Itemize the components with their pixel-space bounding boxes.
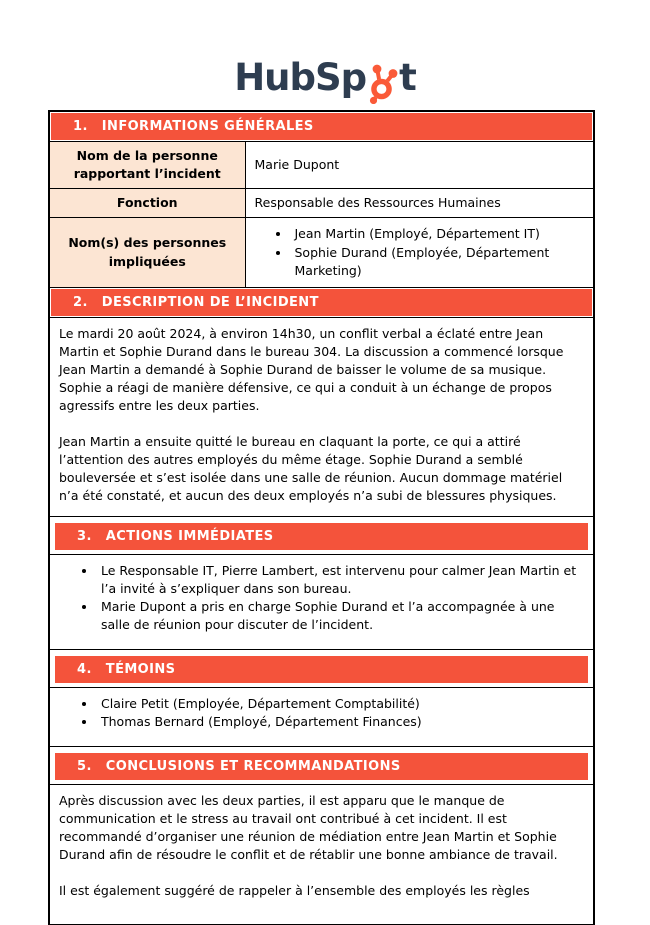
section-number: 3. (77, 528, 92, 544)
bullet-item: • Marie Dupont a pris en charge Sophie Durand et l’a accompagnée à une salle de réunion pour discuter de l’incident. (97, 598, 584, 634)
bullet-item: • Jean Martin (Employé, Département IT) (291, 225, 588, 243)
hubspot-logo (234, 9, 416, 103)
logo-text-hubsp: HubSp (234, 56, 367, 100)
logo-text-t: t (399, 56, 416, 100)
actions-cell (50, 555, 593, 650)
label-cell-impliquees: Nom(s) des personnes impliquées (50, 218, 246, 286)
section-number: 5. (77, 758, 92, 774)
conclusions-cell (50, 785, 593, 925)
temoins-bullet-list (59, 695, 584, 731)
section-header-2 (50, 288, 593, 318)
section-title-informations-generales: INFORMATIONS GÉNÉRALES (101, 119, 314, 134)
value-cell-reporter: Marie Dupont (254, 157, 340, 173)
paragraph: Il est également suggéré de rappeler à l’ensemble des employés les règles (59, 882, 530, 898)
label-cell-reporter: Nom de la personne rapportant l’incident (50, 142, 246, 188)
impliquees-bullet-list (255, 225, 588, 279)
value-cell-fonction: Responsable des Ressources Humaines (254, 195, 501, 211)
label-cell-fonction: Fonction (50, 189, 246, 217)
hubspot-sprocket-icon (365, 62, 399, 108)
section-title-conclusions: CONCLUSIONS ET RECOMMANDATIONS (105, 758, 401, 774)
paragraph: Le mardi 20 août 2024, à environ 14h30, un conflit verbal a éclaté entre Jean Martin et Sophie Durand dans le bureau 304. La discussion a commencé lorsque Jean Martin a demandé à Sophie Durand de baisser le volume de sa musique. Sophie a réagi de manière défensive, ce qui a conduit à un échange de propos agressifs entre les deux parties. (59, 325, 564, 413)
section-title-description-incident: DESCRIPTION DE L’INCIDENT (101, 294, 319, 310)
bullet-item: • Thomas Bernard (Employé, Département Finances) (97, 713, 584, 731)
value-cell-impliquees (246, 218, 594, 286)
logo-header (0, 0, 650, 103)
temoins-cell (50, 688, 593, 747)
bullet-item: • Le Responsable IT, Pierre Lambert, est intervenu pour calmer Jean Martin et l’a invité à s’expliquer dans son bureau. (97, 562, 584, 598)
incident-report-table (48, 110, 595, 925)
description-cell (50, 318, 593, 517)
table-row-impliquees (50, 218, 593, 287)
section-number: 2. (73, 294, 88, 310)
paragraph: Après discussion avec les deux parties, il est apparu que le manque de communication et le stress au travail ont contribué à cet incident. Il est recommandé d’organiser une réunion de médiation entre Jean Martin et Sophie Durand afin de résoudre le conflit et de rétablir une bonne ambiance de travail. (59, 792, 558, 862)
section-header-1 (50, 112, 593, 142)
section-number: 4. (77, 661, 92, 677)
actions-bullet-list (59, 562, 584, 634)
paragraph: Jean Martin a ensuite quitté le bureau en claquant la porte, ce qui a attiré l’attention des autres employés du même étage. Sophie Durand a semblé bouleversée et s’est isolée dans une salle de réunion. Aucun dommage matériel n’a été constaté, et aucun des deux employés n’a subi de blessures physiques. (59, 433, 563, 503)
section-header-5 (50, 747, 593, 785)
section-title-actions-immediates: ACTIONS IMMÉDIATES (105, 528, 274, 544)
section-title-temoins: TÉMOINS (105, 661, 176, 677)
section-header-4 (50, 650, 593, 688)
section-header-3 (50, 517, 593, 555)
bullet-item: • Claire Petit (Employée, Département Comptabilité) (97, 695, 584, 713)
bullet-item: • Sophie Durand (Employée, Département Marketing) (291, 244, 588, 280)
section-number: 1. (73, 119, 88, 134)
table-row-reporter (50, 142, 593, 189)
table-row-fonction (50, 189, 593, 218)
